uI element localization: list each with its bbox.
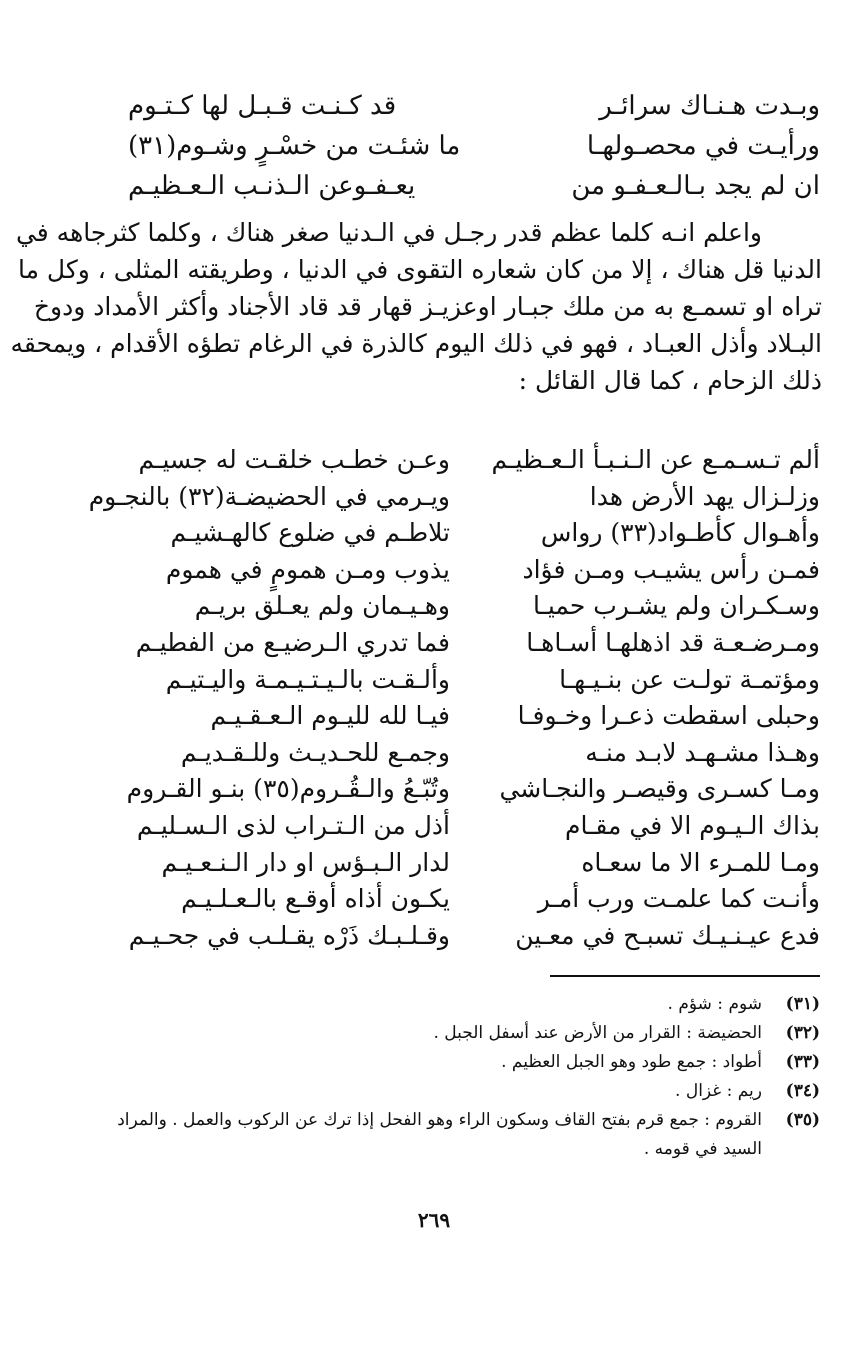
poem-line: يذوب ومـن همومٍ في هموم [165, 554, 450, 584]
intro-verse-1-first: وبـدت هـنـاك سرائـر [599, 91, 820, 121]
footnote-separator [550, 975, 820, 977]
poem-line: وزلـزال يهد الأرض هدا [589, 481, 820, 511]
page-number: ٢٦٩ [417, 1208, 451, 1232]
footnote-text: ريم : غزال . [675, 1081, 762, 1101]
poem-line: فيـا لله لليـوم الـعـقـيـم [210, 701, 450, 731]
poem-line: ومـا كسـرى وقيصـر والنجـاشي [499, 774, 820, 804]
footnote [110, 1048, 820, 1077]
poem-line: تلاطـم في ضلوع كالهـشيـم [170, 518, 450, 548]
poem-line: فمـن رأس يشيـب ومـن فؤاد [522, 554, 820, 584]
poem-line: فما تدري الـرضيـع من الفطيـم [135, 627, 450, 657]
footnote-number: (٣١) [785, 994, 820, 1014]
poem-line: وقـلـبـك ذَرْه يقـلـب في جحـيـم [128, 920, 450, 950]
prose-line-5: ذلك الزحام ، كما قال القائل : [518, 366, 822, 395]
poem-line: ومؤتمـة تولـت عن بنـيـهـا [559, 664, 820, 694]
footnote-number: (٣٤) [785, 1081, 820, 1101]
poem-line: وأنـت كما علمـت ورب أمـر [537, 884, 820, 914]
poem-line: يكـون أذاه أوقـع بالـعـلـيـم [181, 884, 450, 914]
poem-line: ومـا للمـرء الا ما سعـاه [581, 847, 820, 877]
footnote-number: (٣٢) [785, 1023, 820, 1043]
poem-line: وسـكـران ولم يشـرب حميـا [532, 591, 820, 621]
intro-verse-2-second: ما شئـت من خسْـرٍ وشـوم(٣١) [128, 131, 461, 161]
prose-paragraph [10, 214, 822, 399]
poem-line: أذل من الـتـراب لذى الـسـليـم [136, 810, 450, 840]
poem-line: ومـرضـعـة قد اذهلهـا أسـاهـا [526, 627, 820, 657]
footnote [110, 990, 820, 1019]
footnote [110, 1077, 820, 1106]
prose-line-2: الدنيا قل هناك ، إلا من كان شعاره التقوى في الدنيا ، وطريقته المثلى ، وكل ما [17, 255, 822, 284]
intro-verse-3-second: يعـفـوعن الـذنـب الـعـظيـم [128, 171, 416, 201]
footnote-number: (٣٥) [785, 1110, 820, 1130]
poem-line: ويـرمي في الحضيضـة(٣٢) بالنجـوم [88, 481, 450, 511]
poem-line: لدار الـبـؤس او دار الـنـعـيـم [161, 847, 450, 877]
prose-line-1: واعلم انـه كلما عظم قدر رجـل في الـدنيا صغر هناك ، وكلما كثرجاهه في [15, 218, 762, 247]
poem-second-hemistichs [88, 442, 450, 954]
poem-line: بذاك الـيـوم الا في مقـام [564, 810, 820, 840]
poem-line: وحبلى اسقطت ذعـرا وخـوفـا [517, 701, 820, 731]
footnote-text: القروم : جمع قرم بفتح القاف وسكون الراء وهو الفحل إذا ترك عن الركوب والعمل . والمراد السيد في قومه . [117, 1110, 762, 1159]
intro-verse-2-first: ورأيـت في محصـولهـا [586, 131, 820, 161]
prose-line-4: البـلاد وأذل العبـاد ، فهو في ذلك اليوم كالذرة في الرغام تطؤه الأقدام ، ويمحقه [10, 329, 822, 358]
footnote [110, 1019, 820, 1048]
poem-line: وعـن خطـب خلقـت له جسيـم [138, 445, 450, 474]
intro-verse-3-first: ان لم يجد بـالـعـفـو من [571, 171, 820, 201]
poem-line: وجمـع للحـديـث وللـقـديـم [180, 737, 450, 767]
prose-line-3: تراه او تسمـع به من ملك جبـار اوعزيـز قهار قد قاد الأجناد وأكثر الأمداد ودوخ [33, 292, 822, 321]
poem-line: وألـقـت بالـيـتـيـمـة واليـتيـم [165, 664, 450, 694]
footnotes [110, 990, 820, 1164]
footnote [110, 1106, 820, 1164]
poem-line: فدع عيـنـيـك تسبـح في معـين [515, 920, 820, 950]
footnote-text: الحضيضة : القرار من الأرض عند أسفل الجبل . [433, 1023, 762, 1043]
poem-line: وهـذا مشـهـد لابـد منـه [585, 737, 820, 767]
poem-line: وأهـوال كأطـواد(٣٣) رواس [540, 518, 820, 548]
poem-line: وتُبّـعُ والـقُـروم(٣٥) بنـو القـروم [126, 774, 450, 804]
poem-first-hemistichs [490, 442, 820, 954]
footnote-text: شوم : شؤم . [667, 994, 762, 1014]
footnote-number: (٣٣) [785, 1052, 820, 1072]
footnote-text: أطواد : جمع طود وهو الجبل العظيم . [501, 1052, 762, 1072]
poem-line: وهـيـمان ولم يعـلق بريـم [194, 591, 450, 621]
poem-line: ألم تـسـمـع عن الـنـبـأ الـعـظيـم [491, 445, 820, 474]
intro-verse-1-second: قد كـنـت قـبـل لها كـتـوم [128, 91, 397, 121]
